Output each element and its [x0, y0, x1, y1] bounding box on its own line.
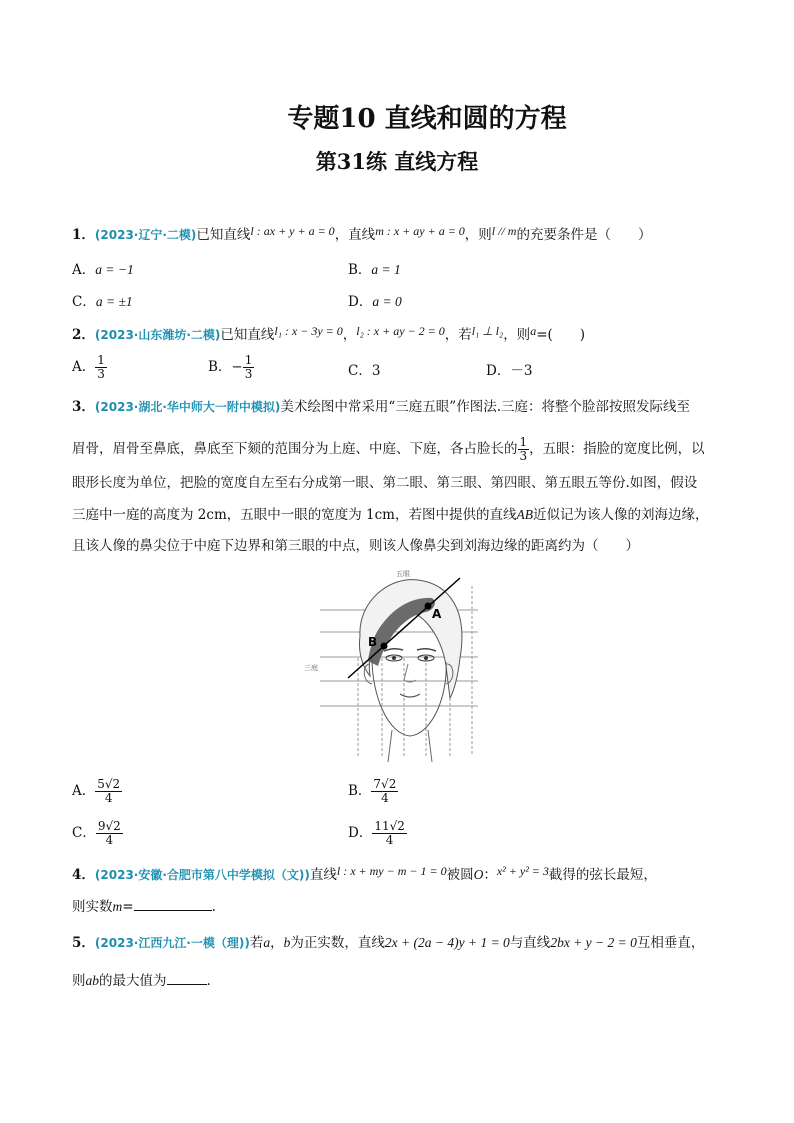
question-source: (2023·山东潍坊·二模): [94, 328, 221, 342]
option-label: D．: [348, 825, 373, 841]
minus-sign: −: [231, 359, 243, 375]
question-text: ，五眼：指脸的宽度比例，以: [529, 441, 705, 457]
question-text: 为正实数，直线: [290, 935, 385, 951]
label-santing: 三庭: [304, 664, 318, 672]
option-label: B．: [208, 359, 232, 375]
option-a: [72, 261, 134, 279]
option-label: B．: [348, 783, 372, 799]
question-text-line: [72, 506, 708, 524]
option-label: C．: [348, 363, 372, 379]
fraction-numerator: 11√2: [374, 819, 405, 833]
question-source: (2023·江西九江·一模（理)): [94, 936, 250, 950]
question-number: 1．: [72, 227, 95, 243]
question-text: 则: [72, 973, 86, 989]
question-text: 眉骨，眉骨至鼻底，鼻底至下颏的范围分为上庭、中庭、下庭，各占脸长的: [72, 441, 518, 457]
fraction: [372, 820, 407, 847]
question-text: 则实数: [72, 899, 113, 915]
option-label: A．: [72, 262, 96, 278]
page-subtitle: 第31练 直线方程: [315, 149, 479, 174]
question-text: ，若: [444, 327, 472, 343]
question-source: (2023·安徽·合肥市第八中学模拟（文)): [94, 868, 310, 882]
answer-blank[interactable]: [167, 984, 207, 985]
math-expression: b: [283, 935, 291, 950]
math-expression: AB: [516, 507, 533, 522]
option-d: [348, 293, 402, 311]
question-text: 美术绘图中常采用“三庭五眼”作图法.三庭：将整个脸部按照发际线至: [280, 399, 690, 415]
question-text: ，则: [464, 227, 492, 243]
math-expression: x² + y² = 3: [496, 864, 549, 878]
option-value: a = ±1: [95, 294, 133, 309]
question-text: 的充要条件是（ ）: [516, 227, 652, 243]
question-text: ，则: [503, 327, 531, 343]
label-b: B: [368, 635, 378, 649]
question-text: 已知直线: [220, 327, 275, 343]
question-text: 若: [249, 935, 264, 951]
question-text: .: [211, 899, 216, 915]
option-label: B．: [348, 262, 372, 278]
fraction-numerator: 9√2: [97, 819, 121, 833]
question-text: =: [122, 899, 134, 915]
math-expression: l₁ : x − 3y = 0: [274, 324, 343, 338]
left-pupil: [392, 656, 396, 660]
option-c: [72, 293, 133, 311]
question-text: 已知直线: [196, 227, 251, 243]
option-value: －3: [510, 363, 533, 379]
option-d: [348, 820, 407, 847]
point-a: [425, 603, 432, 610]
question-2: [72, 326, 585, 344]
question-source: (2023·湖北·华中师大一附中模拟): [94, 400, 281, 414]
fraction: [518, 436, 530, 463]
question-5: [72, 934, 704, 952]
question-text: ：: [483, 867, 497, 883]
option-value: a = −1: [95, 262, 134, 277]
fraction-numerator: 1: [97, 353, 105, 367]
fraction: [371, 778, 398, 805]
fraction: [243, 354, 255, 381]
option-a: [72, 354, 107, 381]
face-proportion-figure: [300, 566, 490, 766]
math-expression: m: [112, 899, 123, 914]
math-expression: 2bx + y − 2 = 0: [550, 935, 637, 950]
question-1: [72, 226, 651, 244]
fraction-denominator: 3: [244, 367, 253, 381]
question-text: 三庭中一庭的高度为 2cm，五眼中一眼的宽度为 1cm，若图中提供的直线: [72, 507, 517, 523]
answer-blank[interactable]: [134, 910, 212, 911]
math-expression: a: [530, 324, 537, 338]
question-text: 被圆: [446, 867, 474, 883]
question-text: 互相垂直，: [636, 935, 705, 951]
option-label: A．: [72, 783, 96, 799]
question-text-line: [72, 474, 697, 492]
question-text: ，: [270, 935, 284, 951]
question-text: ，: [342, 327, 357, 343]
option-value: a = 1: [371, 262, 401, 277]
page-title: 专题10 直线和圆的方程: [287, 104, 567, 134]
fraction-numerator: 5√2: [97, 777, 121, 791]
option-c: [72, 820, 123, 847]
question-text-line: [72, 898, 216, 916]
fraction: [95, 354, 107, 381]
question-number: 3．: [72, 399, 95, 415]
label-wuyan: 五眼: [396, 570, 410, 578]
fraction-denominator: 4: [105, 833, 114, 847]
math-expression: l : x + my − m − 1 = 0: [336, 864, 447, 878]
fraction-denominator: 4: [381, 791, 389, 805]
option-label: C．: [72, 294, 96, 310]
question-text-line: [72, 537, 639, 555]
option-label: D．: [348, 294, 373, 310]
option-b: [208, 354, 254, 381]
option-value: a = 0: [372, 294, 402, 309]
option-b: [348, 261, 401, 279]
point-b: [381, 643, 388, 650]
option-label: A．: [72, 359, 96, 375]
fraction: [95, 778, 122, 805]
fraction: [96, 820, 123, 847]
question-text: 眼形长度为单位，把脸的宽度自左至右分成第一眼、第二眼、第三眼、第四眼、第五眼五等份.如图，假设: [72, 475, 698, 491]
fraction-numerator: 1: [244, 353, 253, 367]
question-text: 的最大值为: [99, 973, 167, 989]
math-expression: 2x + (2a − 4)y + 1 = 0: [384, 935, 510, 950]
math-expression: O: [473, 867, 484, 882]
option-value: 3: [371, 363, 381, 379]
question-text: 近似记为该人像的刘海边缘，: [532, 507, 709, 523]
math-expression: l₂ : x + ay − 2 = 0: [356, 324, 445, 338]
question-number: 2．: [72, 327, 95, 343]
question-text: =( ): [536, 327, 586, 343]
question-text: .: [206, 973, 211, 989]
question-text: 截得的弦长最短，: [548, 867, 657, 883]
option-d: [486, 362, 532, 380]
label-a: A: [432, 607, 442, 621]
question-number: 5．: [72, 935, 95, 951]
fraction-denominator: 4: [385, 833, 394, 847]
math-expression: l₁ ⊥ l₂: [471, 324, 504, 338]
question-text-line: [72, 436, 705, 463]
math-expression: a: [263, 935, 271, 950]
question-source: (2023·辽宁·二模): [94, 228, 197, 242]
fraction-denominator: 4: [104, 791, 113, 805]
fraction-denominator: 3: [97, 367, 105, 381]
math-expression: l : ax + y + a = 0: [250, 224, 335, 238]
option-a: [72, 778, 122, 805]
option-label: C．: [72, 825, 96, 841]
math-expression: m : x + ay + a = 0: [375, 224, 465, 238]
question-number: 4．: [72, 867, 95, 883]
fraction-denominator: 3: [519, 449, 528, 463]
question-text-line: [72, 972, 211, 990]
option-c: [348, 362, 380, 380]
option-b: [348, 778, 398, 805]
fraction-numerator: 1: [519, 435, 528, 449]
question-3: [72, 398, 690, 416]
math-expression: l // m: [491, 224, 517, 238]
fraction-numerator: 7√2: [373, 777, 397, 791]
question-text: ，直线: [334, 227, 376, 243]
option-label: D．: [486, 363, 511, 379]
question-text: 与直线: [509, 935, 551, 951]
math-expression: ab: [85, 973, 99, 988]
question-4: [72, 866, 657, 884]
question-text: 且该人像的鼻尖位于中庭下边界和第三眼的中点，则该人像鼻尖到刘海边缘的距离约为（ ）: [72, 538, 639, 554]
question-text: 直线: [309, 867, 337, 883]
right-pupil: [424, 656, 428, 660]
